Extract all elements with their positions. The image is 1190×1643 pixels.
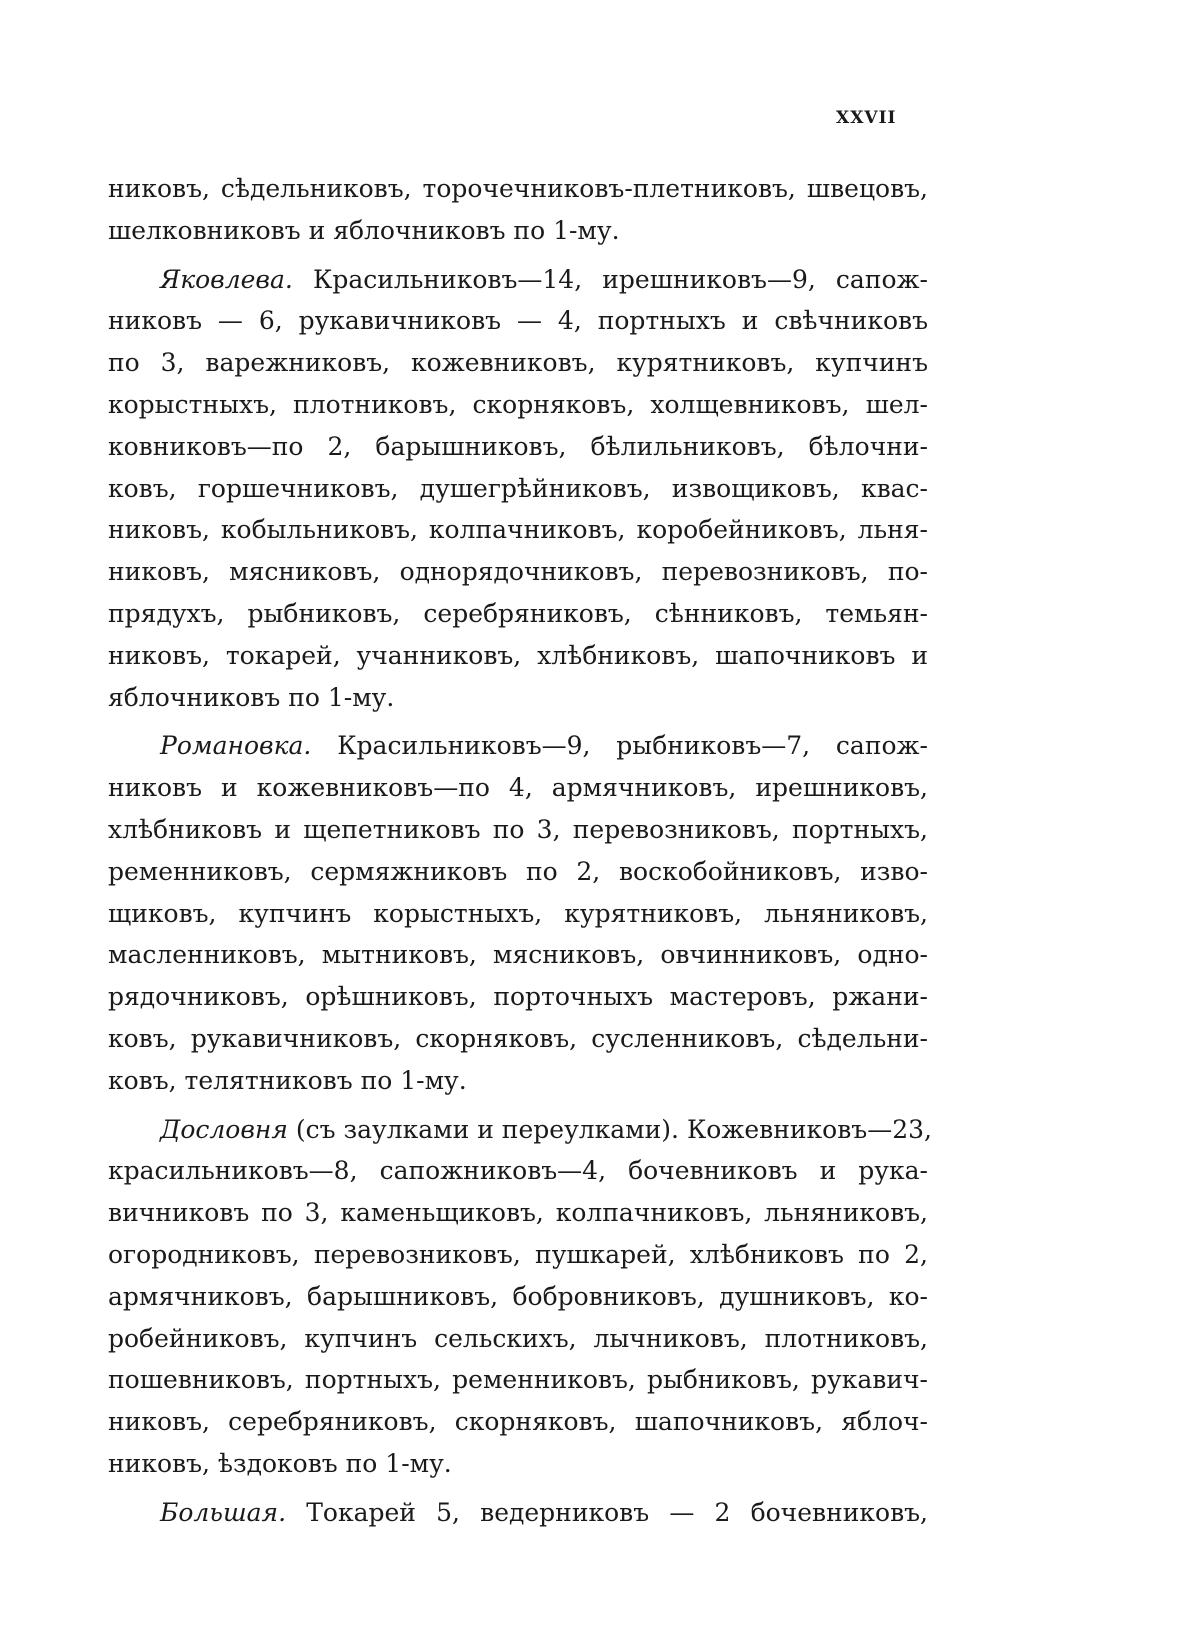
paragraph-first-line: [108, 1109, 932, 1151]
text-line: никовъ, ѣздоковъ по 1-му.: [108, 1448, 452, 1478]
text-line: никовъ и кожевниковъ—по 4, армячниковъ, ирешниковъ,: [108, 773, 928, 803]
text-line: пошевниковъ, портныхъ, ременниковъ, рыбниковъ, рукавич-: [108, 1365, 928, 1395]
text-line: красильниковъ—8, сапожниковъ—4, бочевниковъ и рука-: [108, 1156, 928, 1186]
text-line: масленниковъ, мытниковъ, мясниковъ, овчинниковъ, одно-: [108, 940, 928, 970]
text-line: рядочниковъ, орѣшниковъ, порточныхъ мастеровъ, ржани-: [108, 982, 928, 1012]
text-line: щиковъ, купчинъ корыстныхъ, курятниковъ, льняниковъ,: [108, 898, 928, 928]
text-line: Красильниковъ—9, рыбниковъ—7, сапож-: [337, 731, 928, 761]
text-line: ковъ, рукавичниковъ, скорняковъ, сусленниковъ, сѣдельни-: [108, 1023, 928, 1053]
paragraph-first-line: [108, 725, 928, 767]
text-line: яблочниковъ по 1-му.: [108, 682, 395, 712]
street-heading: Большая.: [160, 1497, 287, 1527]
text-line: никовъ, мясниковъ, однорядочниковъ, перевозниковъ, по-: [108, 557, 928, 587]
text-line: огородниковъ, перевозниковъ, пушкарей, хлѣбниковъ по 2,: [108, 1239, 928, 1269]
street-heading: Яковлева.: [160, 264, 293, 294]
text-line: никовъ — 6, рукавичниковъ — 4, портныхъ и свѣчниковъ: [108, 306, 928, 336]
text-line: (съ заулками и переулками). Кожевниковъ—23,: [295, 1114, 932, 1144]
paragraph-first-line: [108, 259, 928, 301]
text-line: прядухъ, рыбниковъ, серебряниковъ, сѣнниковъ, темьян-: [108, 598, 928, 628]
paragraph-first-line: [108, 1492, 928, 1534]
text-line: корыстныхъ, плотниковъ, скорняковъ, холщевниковъ, шел-: [108, 389, 928, 419]
page-number: XXVII: [836, 108, 897, 128]
text-line: Токарей 5, ведерниковъ — 2 бочевниковъ,: [306, 1497, 928, 1527]
text-line: никовъ, серебряниковъ, скорняковъ, шапочниковъ, яблоч-: [108, 1407, 928, 1437]
text-line: вичниковъ по 3, каменьщиковъ, колпачниковъ, льняниковъ,: [108, 1198, 928, 1228]
text-line: армячниковъ, барышниковъ, бобровниковъ, душниковъ, ко-: [108, 1281, 928, 1311]
text-line: никовъ, токарей, учанниковъ, хлѣбниковъ, шапочниковъ и: [108, 640, 928, 670]
text-line: никовъ, кобыльниковъ, колпачниковъ, коробейниковъ, льня-: [108, 515, 928, 545]
text-line: Красильниковъ—14, ирешниковъ—9, сапож-: [312, 264, 928, 294]
text-line: ковъ, телятниковъ по 1-му.: [108, 1065, 467, 1095]
text-line: ковъ, горшечниковъ, душегрѣйниковъ, извощиковъ, квас-: [108, 473, 928, 503]
text-line: по 3, варежниковъ, кожевниковъ, курятниковъ, купчинъ: [108, 348, 928, 378]
text-line: ременниковъ, сермяжниковъ по 2, воскобойниковъ, изво-: [108, 856, 928, 886]
text-line: никовъ, сѣдельниковъ, торочечниковъ-плетниковъ, швецовъ,: [108, 174, 928, 203]
text-line: ковниковъ—по 2, барышниковъ, бѣлильниковъ, бѣлочни-: [108, 431, 928, 461]
text-line: хлѣбниковъ и щепетниковъ по 3, перевозниковъ, портныхъ,: [108, 814, 928, 844]
text-line: шелковниковъ и яблочниковъ по 1-му.: [108, 215, 620, 245]
document-body: [108, 168, 932, 1534]
text-line: робейниковъ, купчинъ сельскихъ, лычниковъ, плотниковъ,: [108, 1323, 928, 1353]
street-heading: Дословня: [160, 1114, 288, 1144]
street-heading: Романовка.: [160, 731, 312, 761]
